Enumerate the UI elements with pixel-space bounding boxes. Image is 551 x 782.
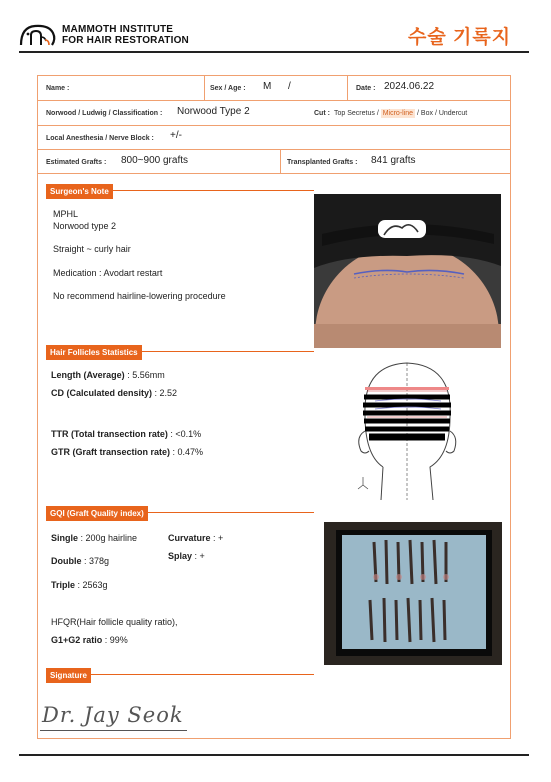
single-value: : 200g hairline (78, 533, 138, 543)
microscope-monitor-photo (324, 522, 502, 665)
anesthesia-value: +/- (170, 130, 182, 141)
row-divider (37, 125, 511, 126)
anesthesia-label: Local Anesthesia / Nerve Block : (46, 135, 154, 142)
sex-age-label: Sex / Age : (210, 85, 246, 92)
signature: Dr. Jay Seok (42, 703, 184, 727)
header-divider (19, 51, 529, 53)
length-value: : 5.56mm (124, 370, 165, 380)
classification-label: Norwood / Ludwig / Classification : (46, 110, 163, 117)
splay-value: : + (192, 551, 205, 561)
splay-label: Splay (168, 551, 193, 561)
curvature-value: : + (210, 533, 224, 543)
triple-stat (51, 580, 108, 590)
cut-sep: / (376, 110, 379, 117)
hfqr-line: HFQR(Hair follicle quality ratio), (51, 617, 178, 627)
cut-option-top-secretus: Top Secretus (334, 110, 375, 117)
row-divider (37, 149, 511, 150)
g1g2-stat (51, 635, 128, 645)
col-divider (204, 75, 205, 100)
est-grafts-value: 800~900 grafts (121, 155, 188, 166)
col-divider (280, 149, 281, 173)
length-label: Length (Average) (51, 370, 125, 380)
cut-sep: / (434, 110, 437, 117)
footer-divider (19, 754, 529, 756)
ttr-stat (51, 429, 201, 439)
signature-underline (40, 730, 187, 731)
triple-label: Triple (51, 580, 76, 590)
col-divider (347, 75, 348, 100)
g1g2-value: : 99% (102, 635, 128, 645)
double-stat (51, 556, 109, 566)
mammoth-logo-icon (19, 23, 59, 47)
date-value: 2024.06.22 (384, 81, 435, 92)
surgeon-note-heading: Surgeon's Note (46, 184, 113, 199)
sex-age-value: M / (263, 81, 291, 92)
note-line: No recommend hairline-lowering procedure (53, 291, 226, 301)
note-line: Norwood type 2 (53, 221, 117, 231)
curvature-stat (168, 533, 223, 543)
cut-label: Cut : (314, 110, 330, 117)
cut-option-micro-line: Micro-line (382, 110, 414, 117)
classification-value: Norwood Type 2 (177, 106, 250, 117)
note-line: Straight ~ curly hair (53, 244, 131, 254)
est-grafts-label: Estimated Grafts : (46, 159, 107, 166)
gtr-value: : 0.47% (170, 447, 204, 457)
cd-label: CD (Calculated density) (51, 388, 153, 398)
logo-line-2: FOR HAIR RESTORATION (62, 35, 189, 46)
double-value: : 378g (81, 556, 110, 566)
cd-value: : 2.52 (152, 388, 178, 398)
triple-value: : 2563g (75, 580, 108, 590)
single-stat (51, 533, 137, 543)
note-line: Medication : Avodart restart (53, 268, 163, 278)
name-label: Name : (46, 85, 70, 92)
row-divider (37, 100, 511, 101)
page-title: 수술 기록지 (408, 27, 512, 48)
curvature-label: Curvature (168, 533, 211, 543)
trans-grafts-label: Transplanted Grafts : (287, 159, 358, 166)
follicle-stats-heading: Hair Follicles Statistics (46, 345, 142, 360)
cut-option-box: Box (420, 110, 433, 117)
length-stat (51, 370, 165, 380)
cut-options (334, 110, 467, 117)
cd-stat (51, 388, 177, 398)
g1g2-label: G1+G2 ratio (51, 635, 103, 645)
gtr-stat (51, 447, 203, 457)
ttr-value: : <0.1% (167, 429, 202, 439)
gqi-heading: GQI (Graft Quality index) (46, 506, 148, 521)
head-back-diagram (355, 355, 460, 505)
row-divider (37, 173, 511, 174)
patient-photo (314, 194, 501, 348)
note-line: MPHL (53, 209, 79, 219)
ttr-label: TTR (Total transection rate) (51, 429, 168, 439)
splay-stat (168, 551, 205, 561)
signature-heading: Signature (46, 668, 91, 683)
cut-sep: / (417, 110, 419, 117)
gtr-label: GTR (Graft transection rate) (51, 447, 171, 457)
cut-option-undercut: Undercut (438, 110, 468, 117)
double-label: Double (51, 556, 82, 566)
logo-text (62, 24, 189, 46)
single-label: Single (51, 533, 79, 543)
logo-line-1: MAMMOTH INSTITUTE (62, 24, 174, 35)
date-label: Date : (356, 85, 376, 92)
trans-grafts-value: 841 grafts (371, 155, 416, 166)
